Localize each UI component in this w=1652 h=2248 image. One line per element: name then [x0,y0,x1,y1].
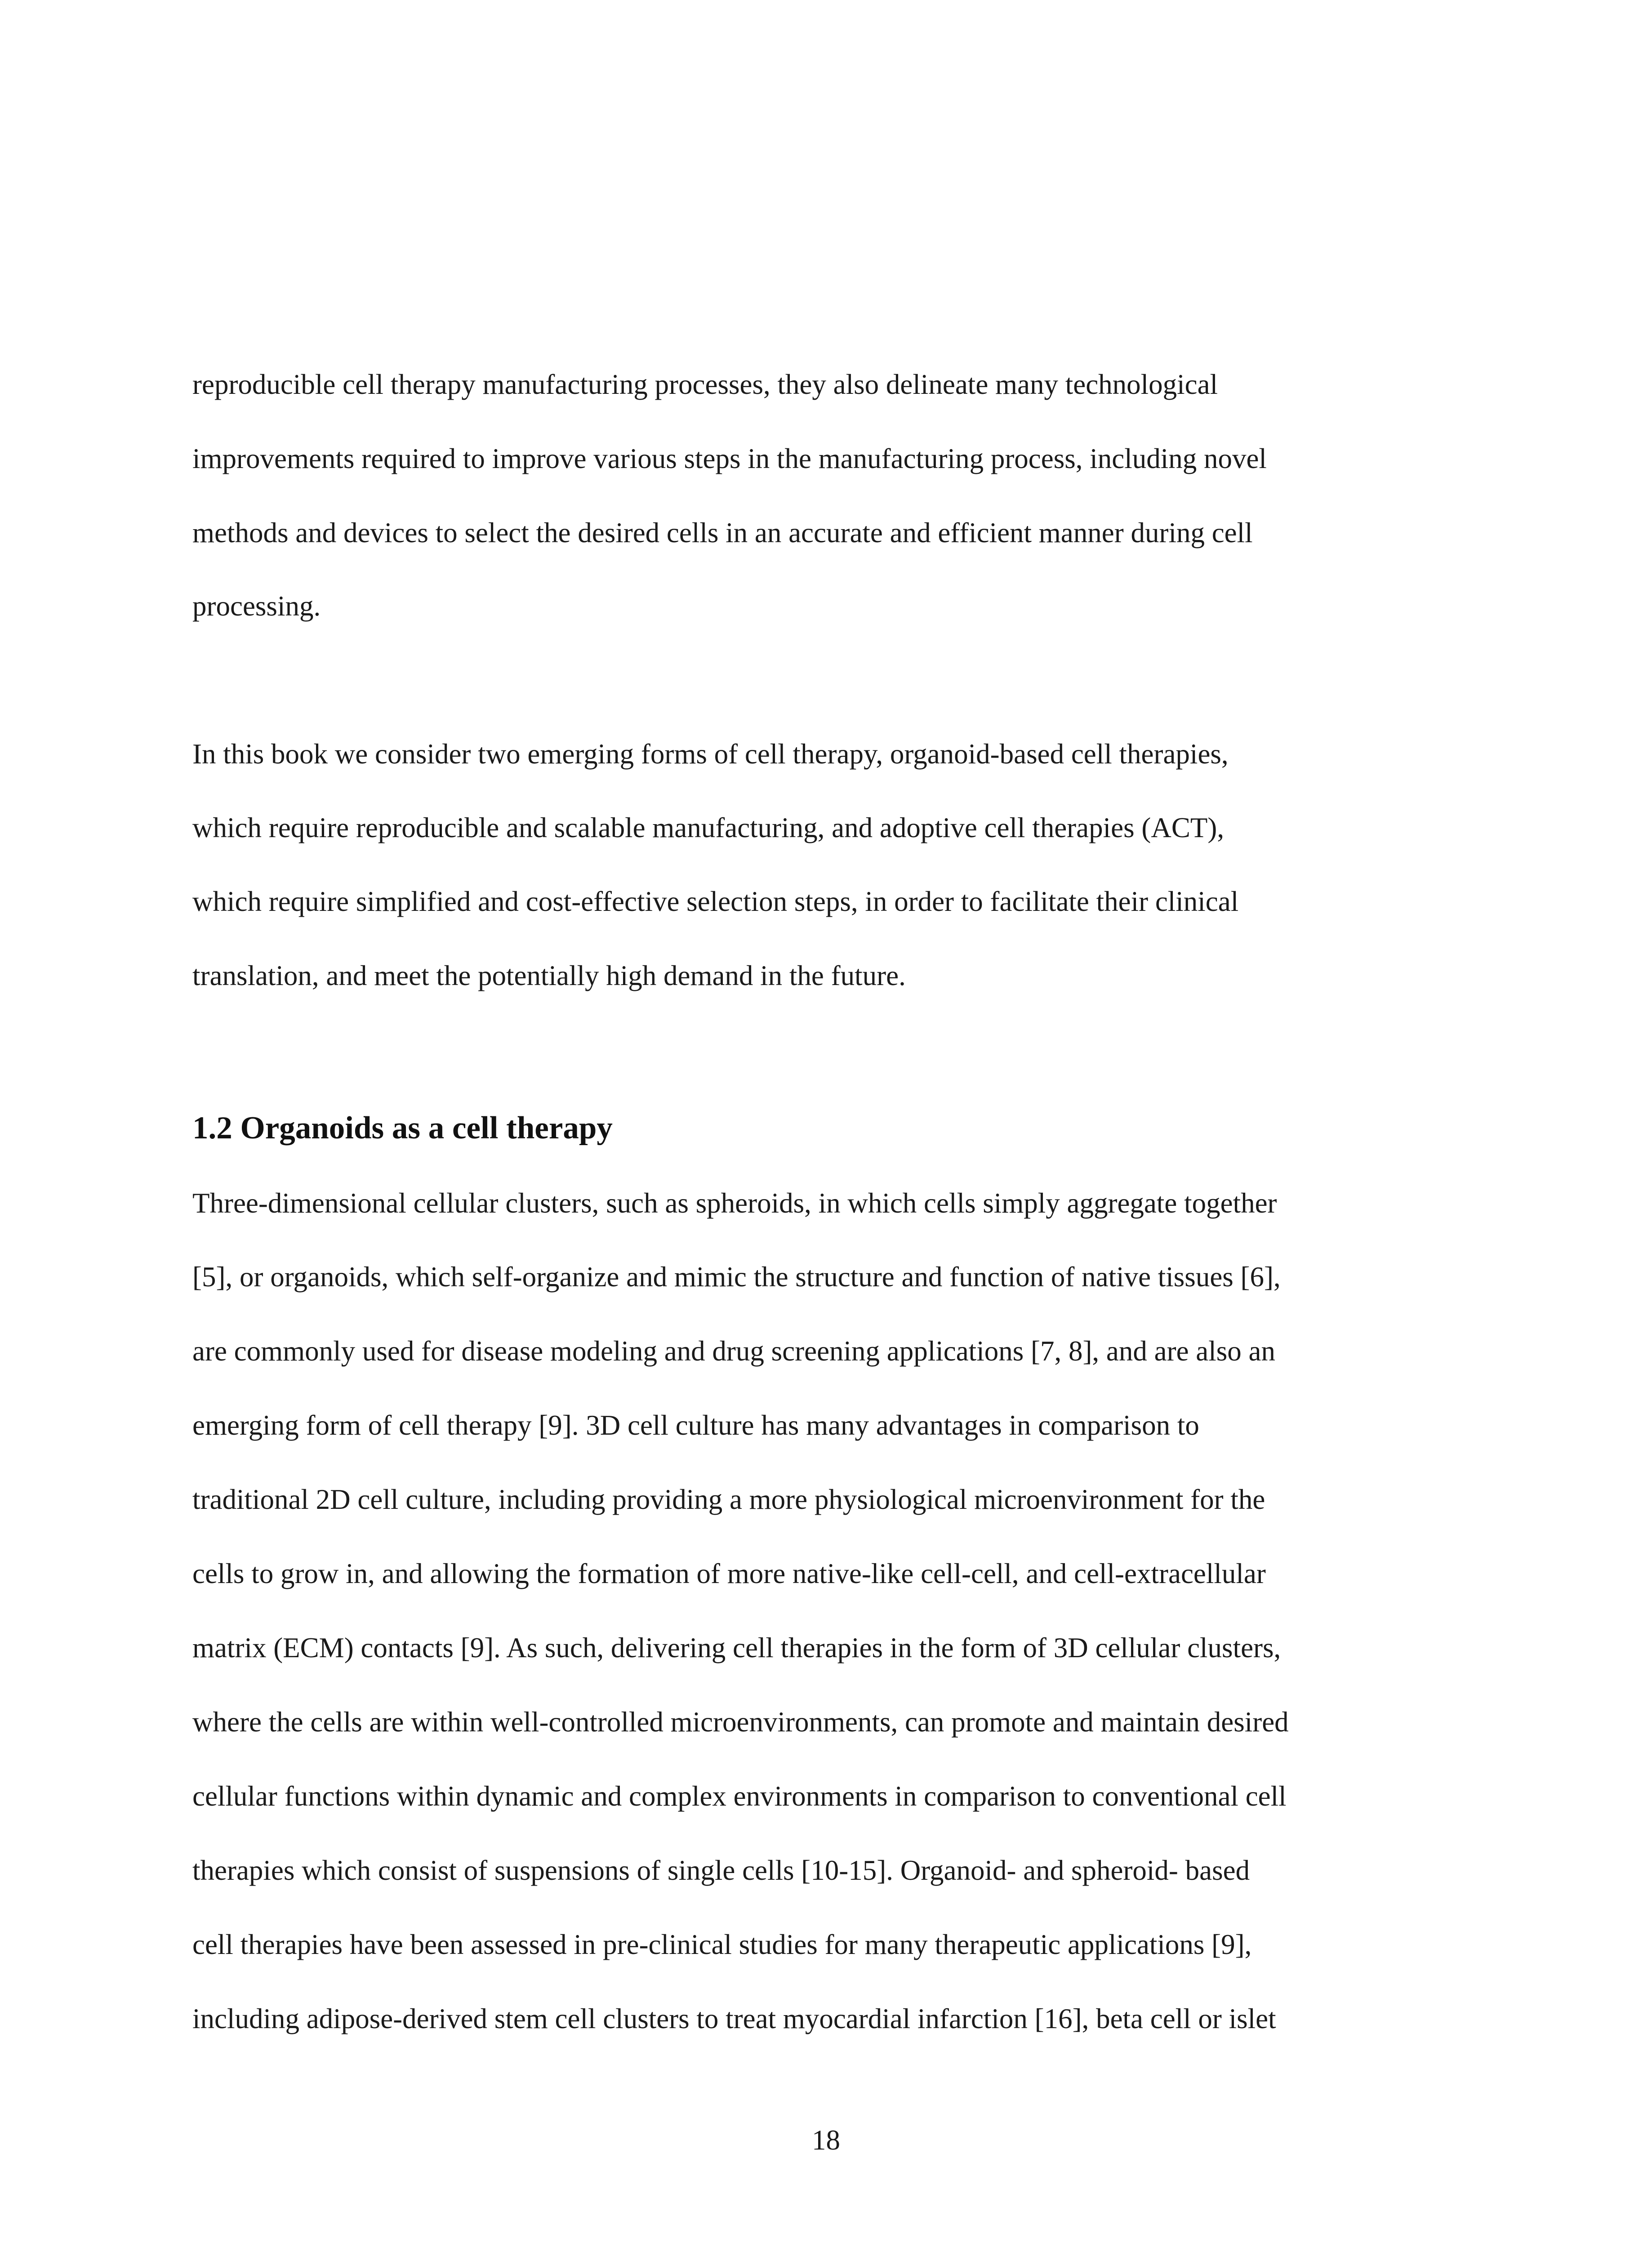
section-heading: 1.2 Organoids as a cell therapy [192,1111,613,1146]
paragraph-2-line-3: which require simplified and cost-effective selection steps, in order to facilitate their clinical [192,886,1239,917]
paragraph-3-line-9: cellular functions within dynamic and complex environments in comparison to conventional cell [192,1780,1287,1812]
paragraph-1-line-4: processing. [192,590,321,622]
paragraph-3-line-5: traditional 2D cell culture, including providing a more physiological microenvironment for the [192,1484,1265,1515]
paragraph-3-line-2: [5], or organoids, which self-organize and mimic the structure and function of native tissues [6], [192,1261,1281,1293]
paragraph-3-line-6: cells to grow in, and allowing the formation of more native-like cell-cell, and cell-extracellular [192,1558,1266,1589]
paragraph-3-line-8: where the cells are within well-controlled microenvironments, can promote and maintain desired [192,1706,1289,1738]
paragraph-3-line-1: Three-dimensional cellular clusters, such as spheroids, in which cells simply aggregate together [192,1187,1277,1219]
paragraph-2-line-2: which require reproducible and scalable manufacturing, and adoptive cell therapies (ACT), [192,812,1225,843]
paragraph-1-line-1: reproducible cell therapy manufacturing processes, they also delineate many technological [192,369,1218,400]
paragraph-3-line-4: emerging form of cell therapy [9]. 3D cell culture has many advantages in comparison to [192,1409,1199,1441]
paragraph-3-line-10: therapies which consist of suspensions of single cells [10-15]. Organoid- and spheroid- based [192,1855,1250,1886]
paragraph-1-line-2: improvements required to improve various steps in the manufacturing process, including novel [192,443,1267,474]
paragraph-2-line-4: translation, and meet the potentially high demand in the future. [192,960,906,991]
paragraph-3-line-11: cell therapies have been assessed in pre-clinical studies for many therapeutic applications [9], [192,1929,1252,1960]
paragraph-3-line-3: are commonly used for disease modeling and drug screening applications [7, 8], and are also an [192,1335,1275,1367]
paragraph-3-line-7: matrix (ECM) contacts [9]. As such, delivering cell therapies in the form of 3D cellular clusters, [192,1632,1281,1664]
paragraph-3-line-12: including adipose-derived stem cell clusters to treat myocardial infarction [16], beta cell or islet [192,2003,1276,2034]
paragraph-2-line-1: In this book we consider two emerging forms of cell therapy, organoid-based cell therapies, [192,738,1229,770]
paragraph-1-line-3: methods and devices to select the desired cells in an accurate and efficient manner during cell [192,517,1253,549]
page-number: 18 [812,2124,840,2156]
